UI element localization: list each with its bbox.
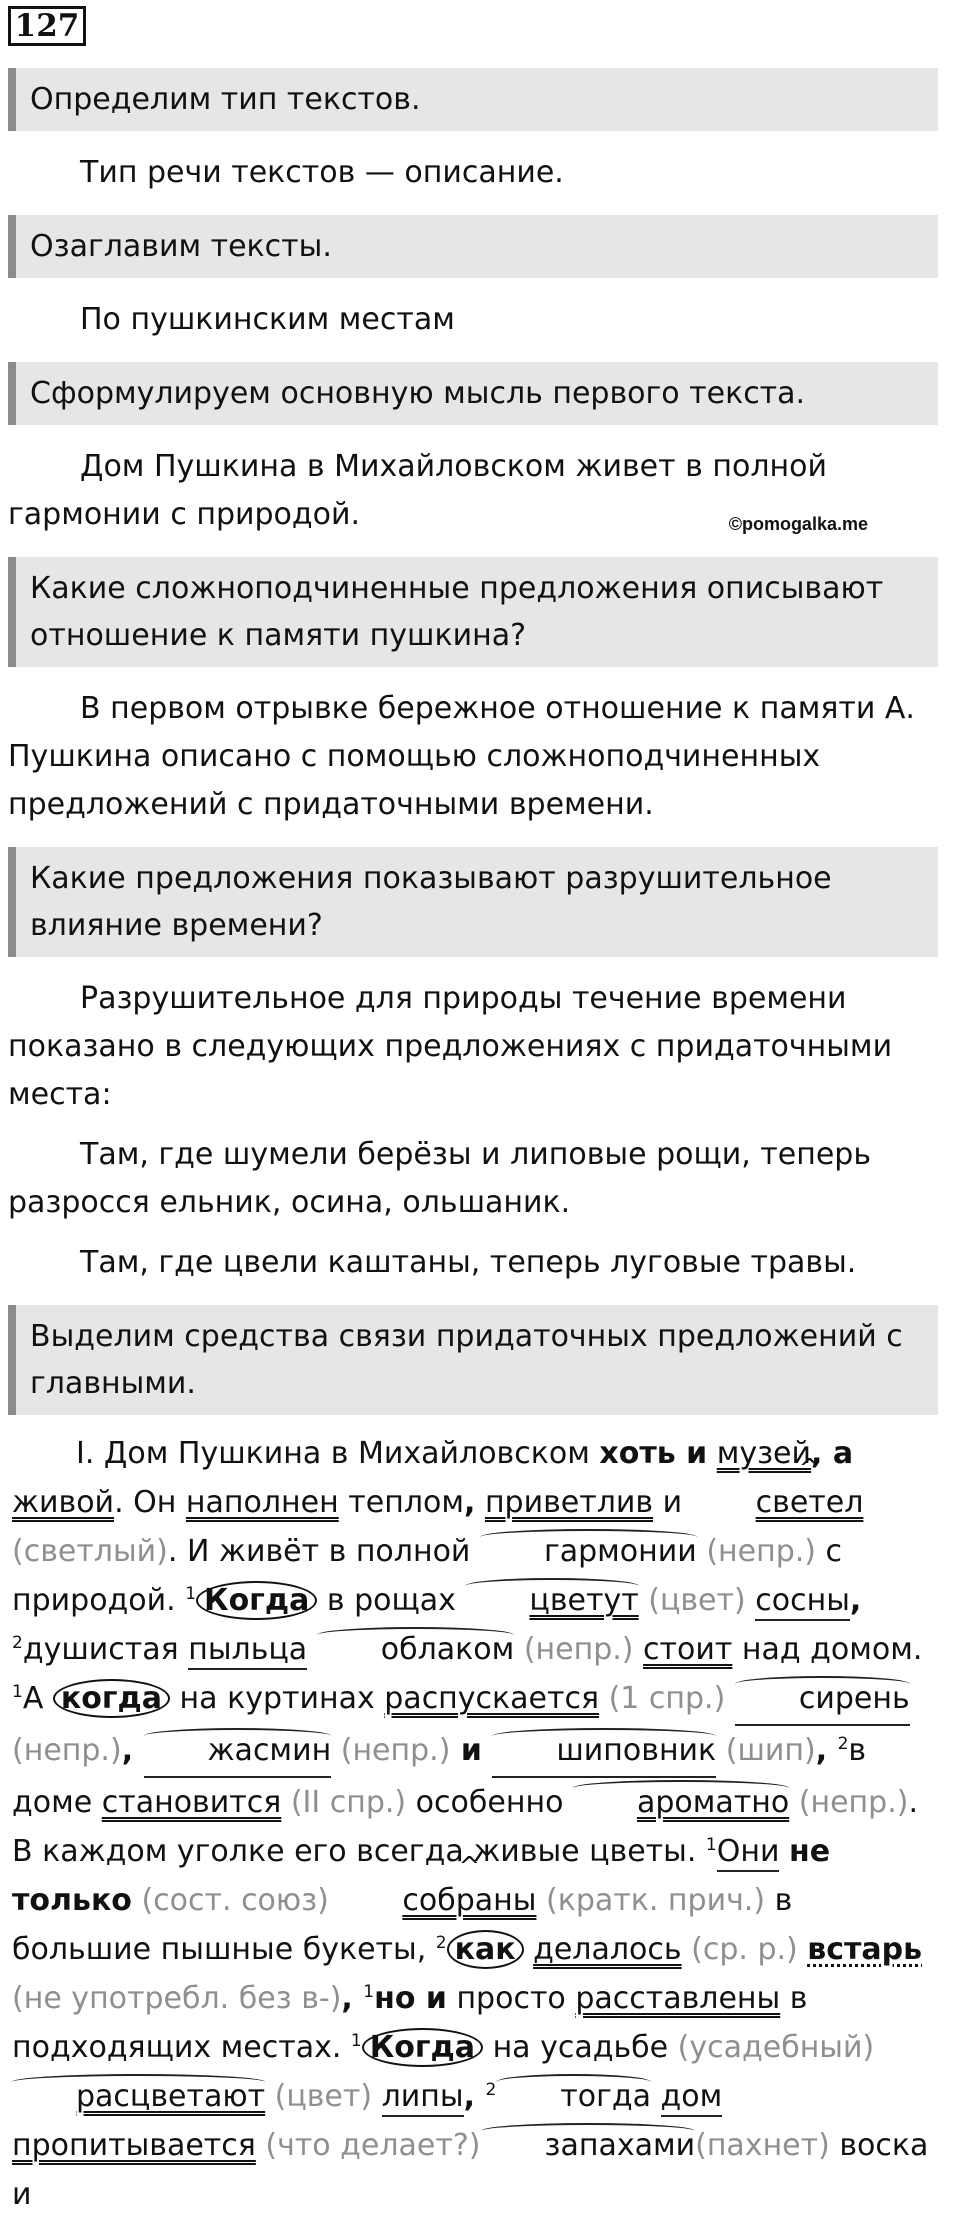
subject-underlined: липы [382, 2079, 464, 2117]
predicate-underlined: ^ собраны [338, 1876, 536, 1925]
predicate-underlined: ароматно [573, 1778, 789, 1827]
predicate-underlined: распускается [384, 1681, 600, 1716]
predicate-underlined: живой [12, 1485, 115, 1520]
subject-underlined: Они [717, 1834, 780, 1872]
sentence-analysis [8, 1429, 938, 2219]
analysis-text: над домом. [732, 1632, 923, 1667]
predicate-underlined: цветут [465, 1576, 638, 1625]
adverb-dotted: встарь [807, 1932, 923, 1967]
predicate-underlined: музей [716, 1436, 812, 1471]
subject-underlined: дом [661, 2079, 723, 2117]
conjunction-bold: но и [374, 1981, 447, 2016]
word-root-arc: тогда [496, 2072, 651, 2121]
grammar-note: (цвет) [274, 2079, 373, 2114]
grammar-note: (усадебный) [677, 2030, 875, 2065]
clause-index: 1 [350, 2031, 362, 2051]
analysis-text: I. Дом Пушкина в Михайловском [76, 1436, 600, 1471]
comma-bold: , [849, 1583, 862, 1618]
clause-index: 1 [705, 1835, 717, 1855]
predicate-underlined: ^ светел [692, 1478, 864, 1527]
answer-text-content: Дом Пушкина в Михайловском живет в полной гармонии с природой. [8, 449, 827, 532]
conjunction-bold: хоть и [599, 1436, 708, 1471]
conjunction-bold: , а [811, 1436, 854, 1471]
predicate-underlined: приветлив [484, 1485, 654, 1520]
question-block: Определим тип текстов. [8, 68, 938, 131]
word-root-arc: запахами [481, 2121, 696, 2170]
conjunction-bold: не только [12, 1834, 831, 1918]
clause-index: 2 [837, 1734, 849, 1754]
grammar-note: (шип) [725, 1733, 816, 1768]
clause-index: 2 [485, 2080, 497, 2100]
conjunction-bold: и [450, 1733, 493, 1768]
predicate-underlined: делалось [533, 1932, 682, 1967]
analysis-text: в большие пышные букеты, [12, 1883, 793, 1967]
conjunction-circled: Когда [362, 2028, 483, 2067]
grammar-note: (пахнет) [695, 2128, 830, 2163]
analysis-text: на усадьбе [483, 2030, 678, 2065]
analysis-text: теплом [338, 1485, 464, 1520]
predicate-underlined: стоит [643, 1632, 733, 1667]
conjunction-circled: когда [53, 1679, 170, 1718]
predicate-underlined: расставлены [575, 1981, 781, 2016]
grammar-note: (ср. р.) [691, 1932, 798, 1967]
subject-underlined: сирень [735, 1674, 910, 1726]
analysis-text: . И живёт в полной [167, 1534, 480, 1569]
example-sentence: Там, где цвели каштаны, теперь луговые травы. [80, 1245, 857, 1280]
question-block: Выделим средства связи придаточных предложений с главными. [8, 1305, 938, 1415]
clause-index: 2 [435, 1933, 447, 1953]
subject-underlined: жасмин [144, 1726, 332, 1778]
analysis-text: А [22, 1681, 53, 1716]
comma-bold: , [341, 1981, 364, 2016]
question-block: Какие предложения показывают разрушительное влияние времени? [8, 847, 938, 957]
clause-index: 1 [185, 1584, 197, 1604]
grammar-note: (непр.) [523, 1632, 634, 1667]
analysis-text: и [653, 1485, 692, 1520]
comma-bold: , [463, 1485, 476, 1520]
answer-text: Разрушительное для природы течение времени показано в следующих предложениях с придаточными места: [8, 981, 893, 1112]
word-root-arc: гармонии [480, 1527, 697, 1576]
grammar-note: (что делает?) [265, 2128, 481, 2163]
question-block: Какие сложноподчиненные предложения описывают отношение к памяти пушкина? [8, 557, 938, 667]
analysis-text: в доме [12, 1733, 867, 1820]
grammar-note: (светлый) [12, 1534, 168, 1569]
clause-index: 1 [12, 1682, 23, 1702]
grammar-note: (цвет) [648, 1583, 746, 1618]
subject-underlined: шиповник [492, 1726, 716, 1778]
analysis-text: . Он [114, 1485, 186, 1520]
grammar-note: (непр.) [340, 1733, 451, 1768]
analysis-text: . В каждом уголке его всегда живые цветы. [12, 1785, 918, 1869]
analysis-text: особенно [406, 1785, 573, 1820]
grammar-note: (непр.) [706, 1534, 816, 1569]
example-sentence: Там, где шумели берёзы и липовые рощи, теперь разросся ельник, осина, ольшаник. [8, 1137, 872, 1220]
comma-bold: , [463, 2079, 486, 2114]
analysis-text: в рощах [317, 1583, 466, 1618]
predicate-underlined: расцветают [12, 2072, 265, 2121]
analysis-text: душистая [22, 1632, 189, 1667]
answer-text: Тип речи текстов — описание. [80, 155, 564, 190]
answer-text [8, 439, 938, 543]
answer-text: В первом отрывке бережное отношение к памяти А. Пушкина описано с помощью сложноподчиненных предложений с придаточными времени. [8, 691, 915, 822]
question-block: Озаглавим тексты. [8, 215, 938, 278]
grammar-note: (кратк. прич.) [546, 1883, 766, 1918]
task-number-box: 127 [8, 6, 86, 46]
analysis-text: воска и [12, 2128, 929, 2212]
subject-underlined: сосны [755, 1583, 850, 1621]
answer-text: По пушкинским местам [80, 302, 455, 337]
comma-bold: , [815, 1733, 838, 1768]
analysis-text: в подходящих местах. [12, 1981, 808, 2065]
subject-underlined: пыльца [188, 1632, 307, 1670]
clause-index: 1 [363, 1982, 375, 2002]
grammar-note: (не употребл. без в-) [12, 1981, 342, 2016]
clause-index: 2 [12, 1633, 23, 1653]
conjunction-circled: Когда [196, 1581, 317, 1620]
predicate-underlined: наполнен [185, 1485, 339, 1520]
question-block: Сформулируем основную мысль первого текста. [8, 362, 938, 425]
analysis-text: с природой. [12, 1534, 843, 1618]
grammar-note: (непр.) [798, 1785, 909, 1820]
conjunction-circled: как [447, 1930, 524, 1969]
watermark: ©pomogalka.me [728, 514, 868, 534]
predicate-underlined: пропитывается [12, 2128, 256, 2163]
analysis-text: на куртинах [170, 1681, 385, 1716]
grammar-note: (сост. союз) [141, 1883, 329, 1918]
grammar-note: (II спр.) [290, 1785, 407, 1820]
solution-content [8, 68, 938, 2219]
analysis-text: просто [446, 1981, 576, 2016]
predicate-underlined: становится [101, 1785, 282, 1820]
grammar-note: (непр.) [12, 1733, 122, 1768]
comma-bold: , [121, 1733, 144, 1768]
word-root-arc: облаком [317, 1625, 515, 1674]
grammar-note: (1 спр.) [608, 1681, 726, 1716]
